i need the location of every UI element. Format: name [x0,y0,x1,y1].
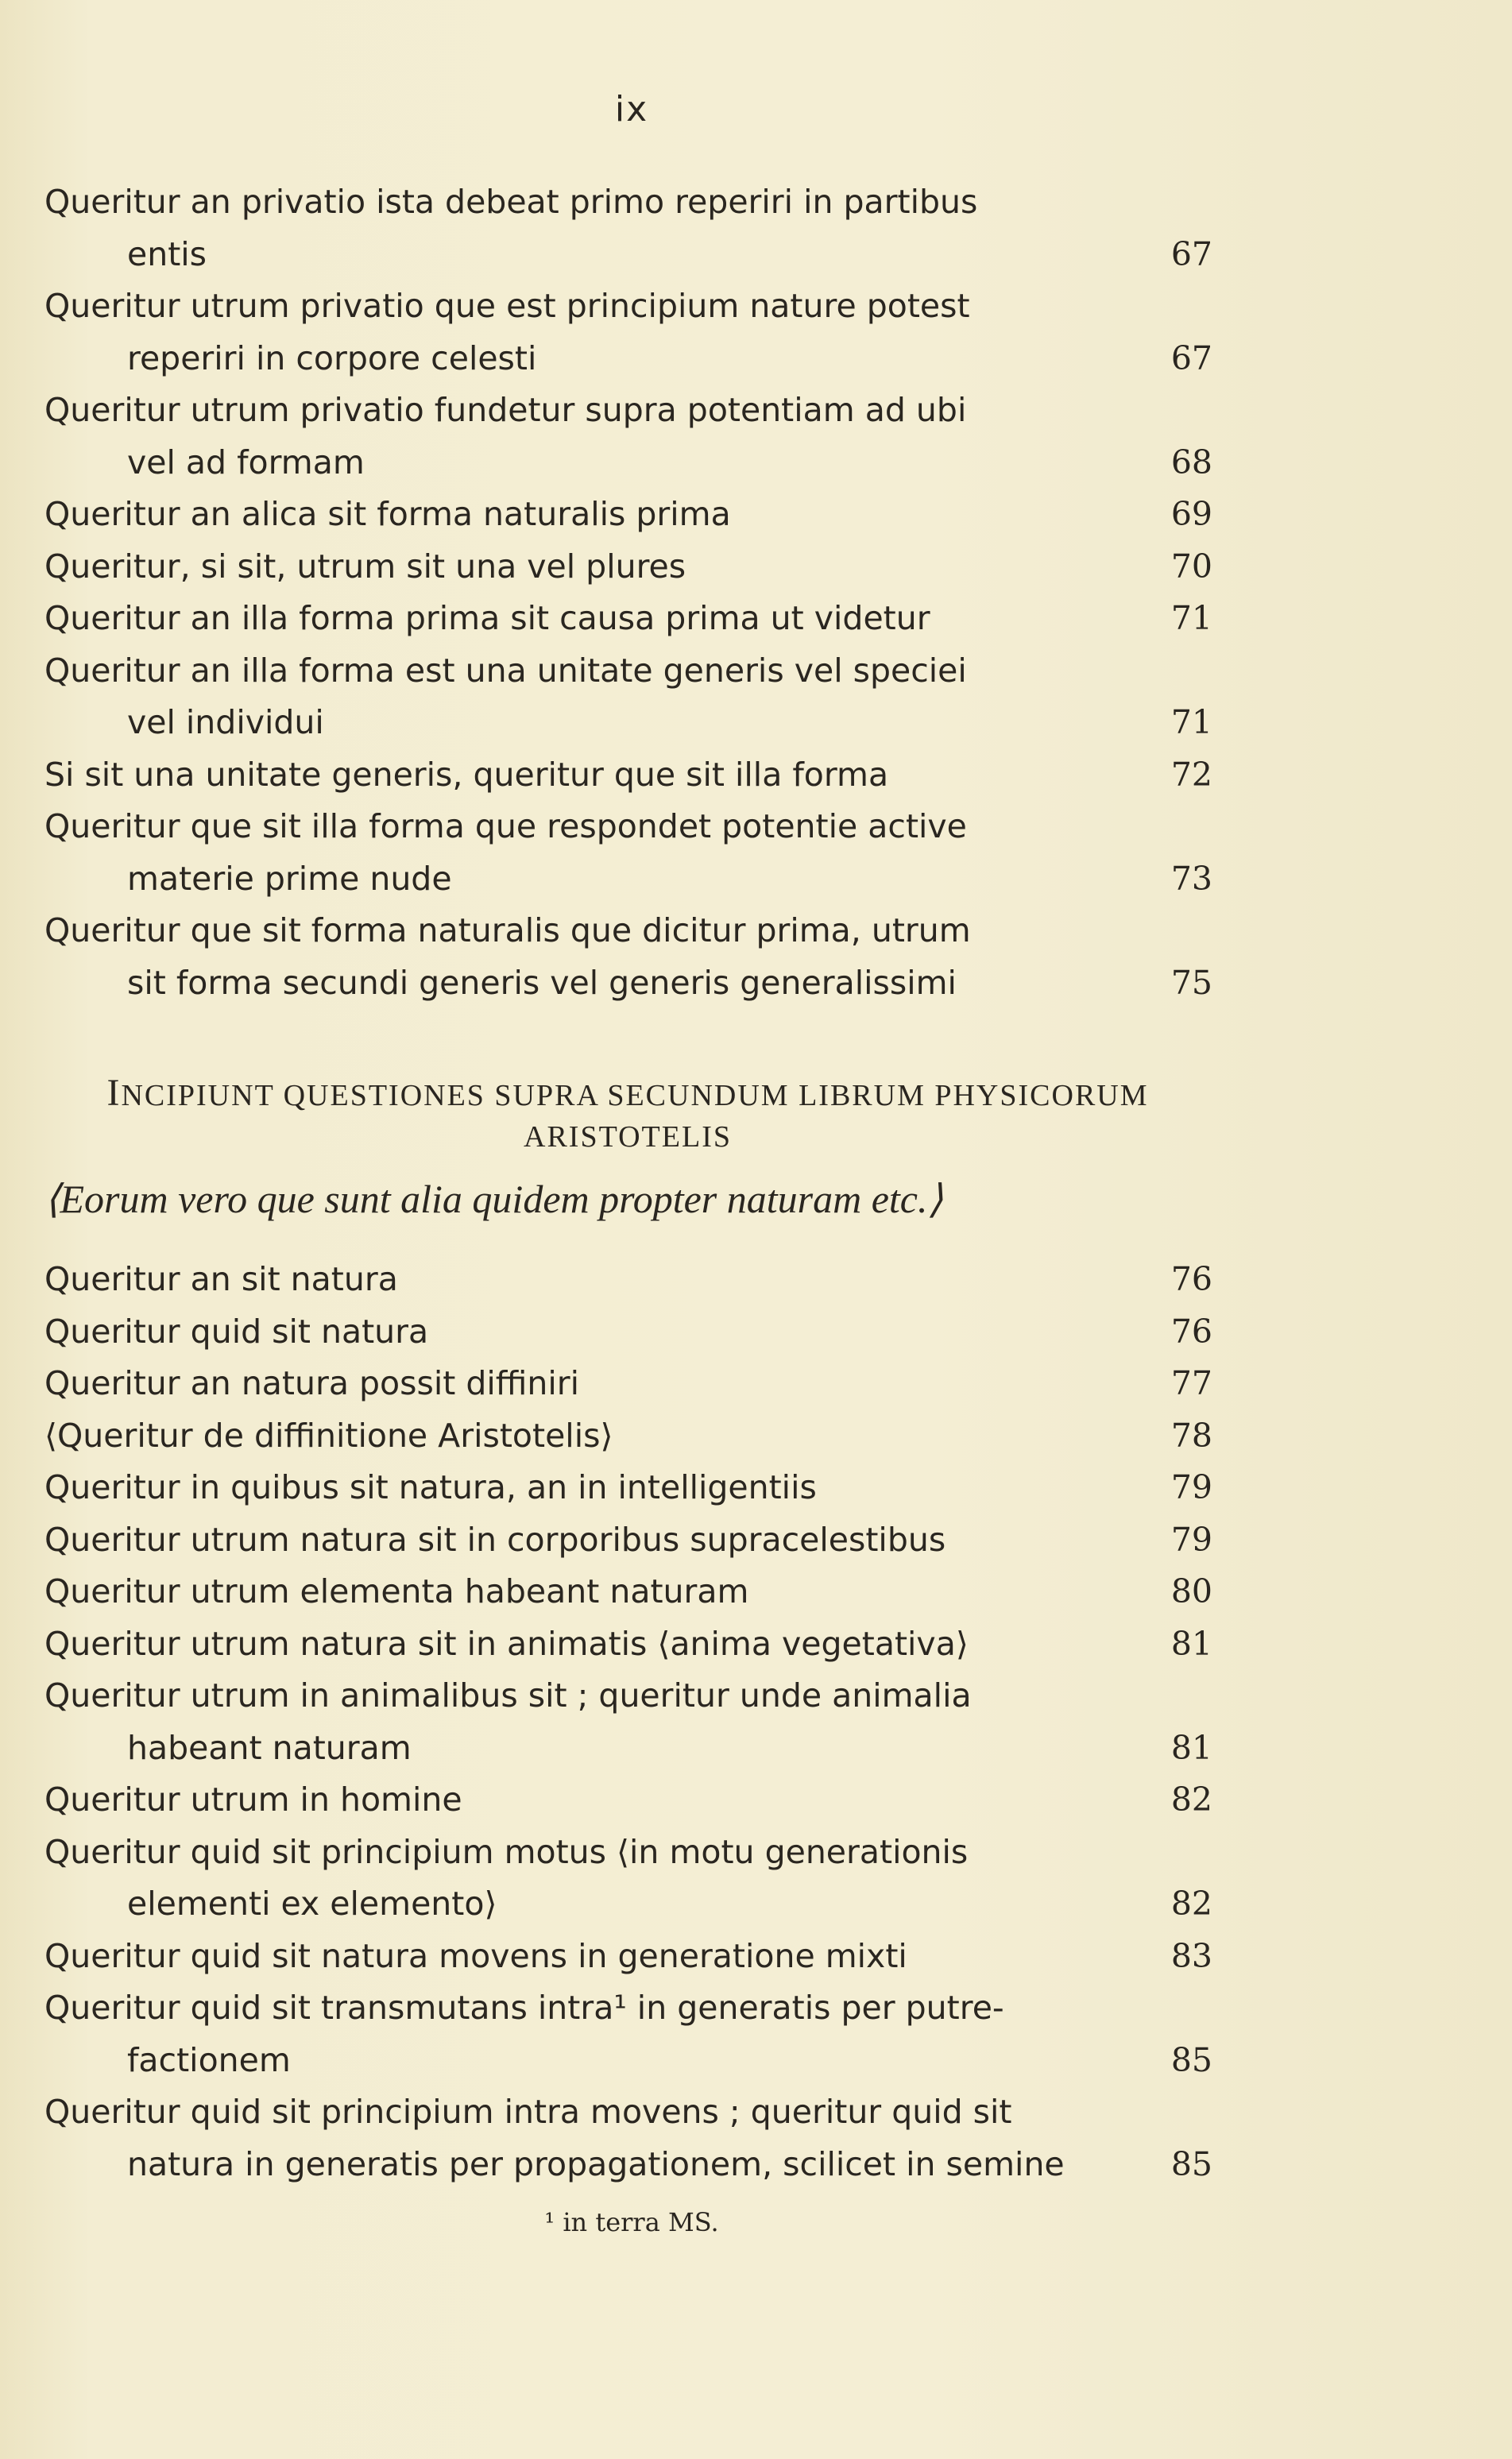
entry-title: ⟨Queritur de diffinitione Aristotelis⟩ [44,1416,613,1455]
toc-entry [44,1618,1212,1671]
entry-title-continuation: reperiri in corpore celesti [127,338,537,377]
toc-entry [44,176,1212,280]
entry-title: Queritur an illa forma est una unitate generis vel speciei [44,651,967,690]
entry-title: Queritur quid sit natura movens in generatione mixti [44,1936,907,1975]
entry-title-continuation: elementi ex elemento⟩ [127,1885,497,1923]
toc-entry [44,1410,1212,1463]
toc-entry [44,905,1212,1009]
entry-title-continuation: natura in generatis per propagationem, scilicet in semine [127,2144,1065,2183]
entry-title: Queritur an alica sit forma naturalis prima [44,495,731,533]
entry-title: Queritur an illa forma prima sit causa prima ut videtur [44,599,930,637]
section-heading [64,1071,1192,1154]
toc-entry [44,801,1212,905]
entry-title: Queritur utrum elementa habeant naturam [44,1572,749,1610]
entry-title-continuation: factionem [127,2040,291,2079]
entry-title-continuation: entis [127,234,207,273]
entry-title-continuation: sit forma secundi generis vel generis generalissimi [127,963,957,1002]
toc-entry [44,489,1212,541]
toc-entry [44,1827,1212,1931]
toc-entry [44,593,1212,645]
entry-page-number: 85 [1170,2144,1212,2183]
toc-entry [44,1982,1212,2086]
entry-title: Queritur utrum privatio que est principium nature potest [44,287,970,325]
entry-title: Queritur an privatio ista debeat primo reperiri in partibus [44,183,978,221]
entry-title: Queritur utrum privatio fundetur supra potentiam ad ubi [44,391,967,429]
entry-page-number: 79 [1170,1520,1212,1559]
toc-section-2 [44,1254,1212,2190]
entry-page-number: 77 [1170,1364,1212,1402]
entry-page-number: 72 [1170,755,1212,794]
entry-page-number: 69 [1170,495,1212,533]
entry-page-number: 76 [1170,1312,1212,1351]
entry-page-number: 76 [1170,1260,1212,1298]
heading-line-2: ARISTOTELIS [524,1120,732,1154]
entry-title-continuation: materie prime nude [127,859,452,898]
toc-entry [44,541,1212,593]
toc-entry [44,1358,1212,1410]
entry-page-number: 67 [1170,234,1212,273]
entry-page-number: 83 [1170,1936,1212,1975]
entry-title: Queritur an sit natura [44,1260,398,1298]
entry-title: Queritur que sit illa forma que respondet potentie active [44,807,967,845]
entry-page-number: 73 [1170,859,1212,898]
toc-entry [44,1566,1212,1618]
entry-title: Queritur utrum natura sit in corporibus supracelestibus [44,1520,946,1559]
entry-page-number: 75 [1170,963,1212,1002]
entry-page-number: 82 [1170,1885,1212,1923]
entry-title: Queritur quid sit natura [44,1312,429,1351]
entry-page-number: 85 [1170,2040,1212,2079]
entry-title: Queritur utrum in homine [44,1780,462,1819]
entry-page-number: 79 [1170,1468,1212,1506]
entry-title: Queritur, si sit, utrum sit una vel plures [44,547,686,586]
entry-page-number: 78 [1170,1416,1212,1455]
entry-title: Queritur utrum in animalibus sit ; queritur unde animalia [44,1676,972,1715]
entry-page-number: 71 [1170,703,1212,741]
entry-title: Queritur que sit forma naturalis que dicitur prima, utrum [44,911,971,949]
entry-page-number: 70 [1170,547,1212,586]
entry-title-continuation: vel individui [127,703,324,741]
toc-entry [44,385,1212,489]
entry-title: Si sit una unitate generis, queritur que sit illa forma [44,755,889,794]
toc-entry [44,645,1212,749]
toc-entry [44,1254,1212,1306]
entry-page-number: 68 [1170,443,1212,481]
entry-page-number: 67 [1170,338,1212,377]
entry-page-number: 81 [1170,1624,1212,1663]
toc-entry [44,1931,1212,1983]
toc-entry [44,1462,1212,1514]
entry-title-continuation: habeant naturam [127,1728,412,1767]
toc-entry [44,2086,1212,2190]
toc-entry [44,749,1212,802]
heading-initial: I [106,1072,122,1114]
entry-title: Queritur an natura possit diffiniri [44,1364,580,1402]
entry-page-number: 82 [1170,1780,1212,1819]
toc-entry [44,1774,1212,1827]
entry-title: Queritur quid sit transmutans intra¹ in generatis per putre- [44,1989,1004,2027]
entry-title-continuation: vel ad formam [127,443,365,481]
entry-title: Queritur quid sit principium motus ⟨in motu generationis [44,1832,969,1871]
toc-entry [44,1306,1212,1359]
toc-entry [44,280,1212,385]
page-number: ix [614,89,649,130]
toc-entry [44,1670,1212,1774]
footnote: ¹ in terra MS. [544,2207,719,2237]
heading-line-1-rest: NCIPIUNT QUESTIONES SUPRA SECUNDUM LIBRUM PHYSICORUM [121,1079,1149,1112]
entry-page-number: 80 [1170,1572,1212,1610]
section-subtitle: ⟨Eorum vero que sunt alia quidem propter naturam etc.⟩ [44,1177,944,1221]
entry-title: Queritur in quibus sit natura, an in intelligentiis [44,1468,817,1506]
toc-section-1 [44,176,1212,1009]
entry-page-number: 71 [1170,599,1212,637]
entry-title: Queritur utrum natura sit in animatis ⟨anima vegetativa⟩ [44,1624,969,1663]
entry-page-number: 81 [1170,1728,1212,1767]
heading-line-1 [64,1071,1192,1115]
entry-title: Queritur quid sit principium intra movens ; queritur quid sit [44,2093,1012,2131]
toc-entry [44,1514,1212,1567]
